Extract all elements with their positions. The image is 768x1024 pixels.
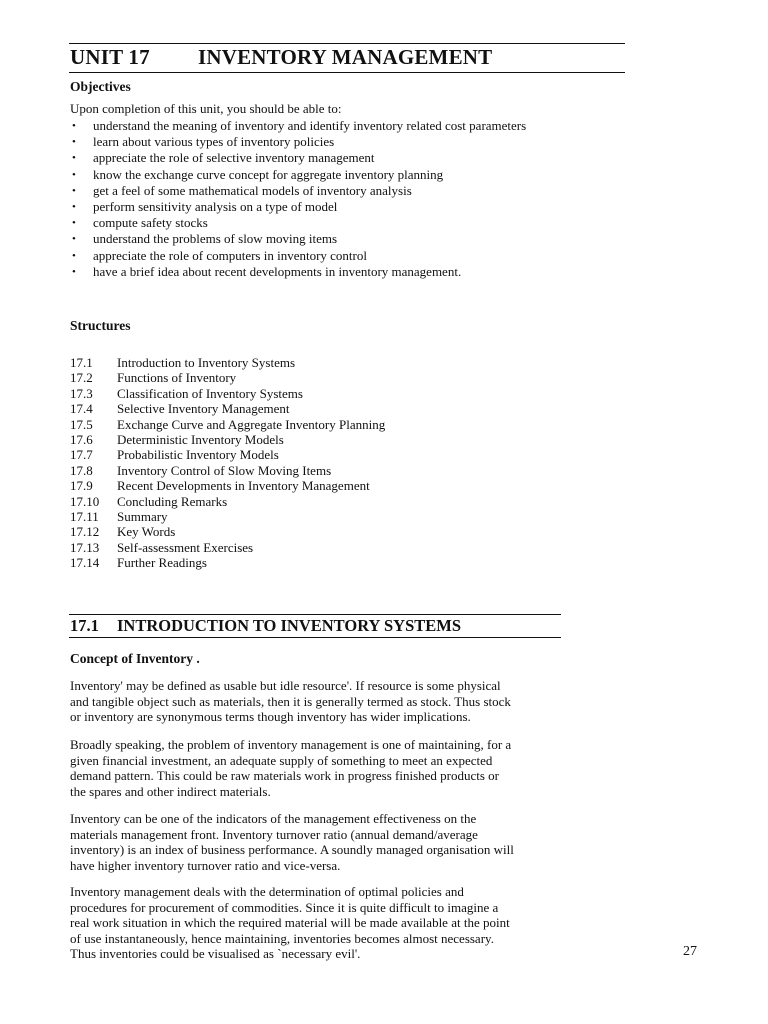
structure-title: Probabilistic Inventory Models (117, 447, 279, 463)
paragraph-line: given financial investment, an adequate supply of something to meet an expected (70, 752, 493, 768)
structure-item (70, 524, 385, 539)
structure-item (70, 447, 385, 462)
paragraph-line: or inventory are synonymous terms though inventory has wider implications. (70, 709, 471, 724)
objective-item (70, 167, 530, 183)
paragraph-line: Thus inventories could be visualised as `necessary evil'. (70, 946, 361, 961)
objectives-list (70, 118, 530, 280)
objective-item (70, 199, 530, 215)
bullet-icon: • (72, 120, 76, 132)
structure-title: Recent Developments in Inventory Management (117, 478, 370, 494)
structure-item (70, 370, 385, 385)
section-title (70, 616, 461, 636)
objective-item (70, 248, 530, 264)
paragraph-line: inventory) is an index of business performance. A soundly managed organisation will (70, 842, 514, 857)
structure-number: 17.14 (70, 555, 100, 571)
paragraph-line: Inventory can be one of the indicators of the management effectiveness on the (70, 811, 477, 826)
paragraph-line: demand pattern. This could be raw materials work in progress finished products or (70, 768, 500, 783)
objectives-intro: Upon completion of this unit, you should be able to: (70, 101, 342, 116)
structure-number: 17.5 (70, 416, 93, 432)
objective-text: understand the meaning of inventory and identify inventory related cost parameters (93, 118, 527, 133)
structure-title: Self-assessment Exercises (117, 539, 254, 555)
structure-title: Introduction to Inventory Systems (117, 355, 296, 370)
paragraph-line: of use instantaneously, hence maintaining, inventories becomes almost necessary. (70, 930, 494, 946)
paragraph-line: Inventory management deals with the determination of optimal policies and (70, 884, 464, 899)
unit-number: UNIT 17 (70, 45, 150, 69)
structure-number: 17.10 (70, 493, 100, 509)
paragraph-line: and tangible object such as materials, then it is generally termed as stock. Thus stock (70, 693, 511, 709)
structure-title: Inventory Control of Slow Moving Items (117, 462, 332, 478)
section-bottom-rule (69, 637, 561, 638)
unit-name: INVENTORY MANAGEMENT (198, 45, 493, 69)
structure-item (70, 417, 385, 432)
structure-title: Summary (117, 509, 168, 525)
paragraph-line: have higher inventory turnover ratio and vice-versa. (70, 857, 341, 873)
bullet-icon: • (72, 201, 76, 214)
structure-title: Key Words (117, 524, 176, 540)
concept-subheading: Concept of Inventory . (70, 651, 200, 666)
structures-list (70, 355, 385, 571)
body-paragraph (70, 737, 570, 799)
objectives-heading: Objectives (70, 79, 131, 94)
paragraph-line: Inventory' may be defined as usable but idle resource'. If resource is some physical (70, 678, 501, 693)
section-name: INTRODUCTION TO INVENTORY SYSTEMS (117, 616, 462, 635)
paragraph-line: procedures for procurement of commodities. Since it is quite difficult to imagine a (70, 899, 499, 915)
structures-heading: Structures (70, 318, 131, 333)
bullet-icon: • (72, 265, 76, 278)
structure-item (70, 540, 385, 555)
structure-title: Concluding Remarks (117, 493, 228, 509)
structure-number: 17.13 (70, 539, 100, 555)
paragraph-line: Broadly speaking, the problem of inventory management is one of maintaining, for a (70, 737, 512, 752)
structure-title: Functions of Inventory (117, 370, 237, 386)
paragraph-line: the spares and other indirect materials. (70, 783, 271, 799)
structure-number: 17.3 (70, 385, 93, 401)
structure-item (70, 386, 385, 401)
structure-number: 17.11 (70, 509, 99, 525)
bullet-icon: • (72, 152, 76, 165)
structure-number: 17.9 (70, 478, 93, 494)
structure-title: Selective Inventory Management (117, 401, 290, 417)
objective-text: appreciate the role of computers in inventory control (93, 247, 367, 263)
paragraph-line: materials management front. Inventory turnover ratio (annual demand/average (70, 826, 478, 842)
objective-text: know the exchange curve concept for aggregate inventory planning (93, 166, 444, 182)
objective-item (70, 231, 530, 247)
objective-item (70, 215, 530, 231)
structure-item (70, 555, 385, 570)
structure-item (70, 401, 385, 416)
structure-number: 17.12 (70, 524, 100, 540)
objective-text: compute safety stocks (93, 215, 208, 231)
objective-item (70, 264, 530, 280)
bullet-icon: • (72, 184, 76, 197)
unit-header-bottom-rule (69, 72, 625, 73)
objective-text: learn about various types of inventory policies (93, 134, 335, 150)
body-paragraph (70, 884, 570, 962)
objective-item (70, 134, 530, 150)
page-number: 27 (683, 944, 697, 959)
bullet-icon: • (72, 249, 76, 262)
bullet-icon: • (72, 217, 76, 230)
structure-number: 17.4 (70, 401, 93, 417)
structure-item (70, 509, 385, 524)
structure-item (70, 494, 385, 509)
bullet-icon: • (72, 233, 76, 246)
objective-text: appreciate the role of selective inventory management (93, 150, 375, 166)
structure-item (70, 478, 385, 493)
body-paragraph (70, 811, 570, 873)
unit-title (70, 45, 492, 70)
objective-text: understand the problems of slow moving items (93, 231, 338, 247)
bullet-icon: • (72, 168, 76, 181)
bullet-icon: • (72, 136, 76, 149)
section-top-rule (69, 614, 561, 615)
structure-item (70, 463, 385, 478)
objective-item (70, 183, 530, 199)
structure-number: 17.2 (70, 370, 93, 386)
objective-item (70, 150, 530, 166)
structure-title: Further Readings (117, 555, 207, 571)
objective-text: get a feel of some mathematical models of inventory analysis (93, 182, 412, 198)
structure-number: 17.6 (70, 432, 93, 448)
unit-header-top-rule (69, 43, 625, 44)
structure-title: Deterministic Inventory Models (117, 432, 284, 448)
objective-text: perform sensitivity analysis on a type of model (93, 199, 338, 215)
objective-text: have a brief idea about recent developments in inventory management. (93, 263, 462, 279)
structure-number: 17.1 (70, 355, 93, 370)
structure-number: 17.8 (70, 462, 93, 478)
objective-item (70, 118, 530, 134)
body-paragraph (70, 678, 570, 725)
structure-title: Exchange Curve and Aggregate Inventory Planning (117, 416, 386, 432)
structure-title: Classification of Inventory Systems (117, 385, 303, 401)
structure-item (70, 355, 385, 370)
structure-item (70, 432, 385, 447)
section-number: 17.1 (70, 616, 99, 635)
paragraph-line: real work situation in which the required material will be made available at the point (70, 915, 510, 930)
structure-number: 17.7 (70, 447, 93, 463)
